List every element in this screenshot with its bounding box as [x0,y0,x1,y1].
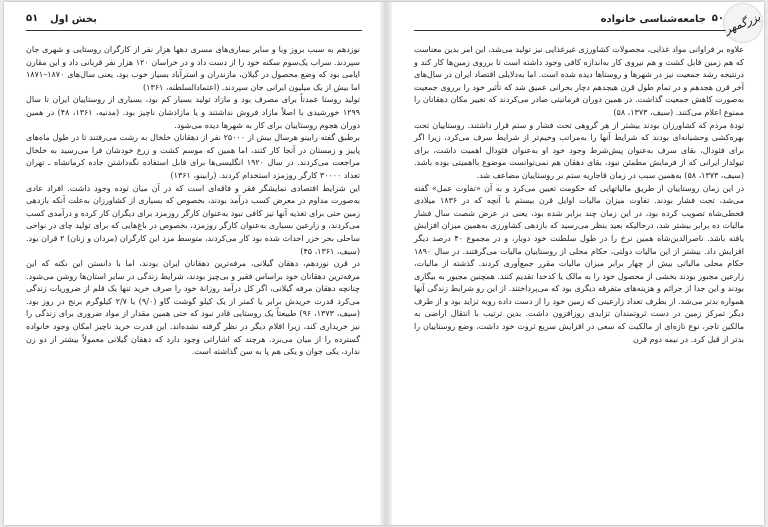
right-page-body: علاوه بر فراوانی مواد غذایی، محصولات کشاورزی غیرغذایی نیز تولید می‌شد، این امر بدین معناست که هم زمین قابل کشت و هم نیروی کار به‌اندازه کافی وجود داشته است تا برروی زمین‌ها کار کند و درنتیجه رشد جمعیت نیز در شهرها و روستاها دیده شده است. اما به‌دلایلی اقتصاد ایران در سال‌های آخر قرن هجدهم و در تمام طول قرن هیجدهم دچار بحرانی عمیق شد که تأثیر خود را برروی جمعیت به‌صورت کاهش جمعیت گذاشت. در همین دوران فرمانیتی صادر می‌کردند که تغییر مکان دهقانان را ممنوع اعلام می‌کنند. (سیف، ۱۳۷۳، ۵۸) تودهٔ مردم که کشاورزان بودند بیشتر از هر گروهی تحت فشار و ستم قرار داشتند. روستاییان تحت بهره‌کشی وحشیانه‌ای بودند که شرایط آنها را به‌مراتب وخیم‌تر از شرایط سرف می‌کرد، زیرا اگر برای فئودال، بقای سرف به‌عنوان پیش‌شرط وجود خود او به‌عنوان فئودال اهمیت داشت، برای تیولدار ایرانی که از فرمایش مطمئن نبود، بقای دهقان هم نمی‌توانست موضوع بااهمیتی بوده باشد. (سیف، ۱۳۷۳، ۵۸) به‌همین سبب در زمان قاجاریه ستم بر روستاییان مضاعف شد. در این زمان روستاییان از طریق مالیاتهایی که حکومت تعیین می‌کرد و به آن «تفاوت عمل» گفته می‌شد، تحت فشار بودند. تفاوت میزان مالیات اوایل قرن بیستم با آنچه که در ۱۸۳۶ میلادی قحطی‌شاه تصویب کرده بود، در این زمان چند برابر شده بود، یعنی در عرض شصت سال فشار مالیات ده برابر بیشتر شد، درحالیکه بعید بنظر می‌رسید که بازدهی کشاورزی به‌همین میزان افزایش یافته باشد. ناصرالدین‌شاه همین نرخ را در طول سلطنت خود دوبار، و در مجموع ۴۰ درصد دیگر افزایش داد. بیشتر از این مالیات دولتی، حکام محلی از روستاییان مالیات می‌گرفتند. در سال ۱۸۹۰ حکام محلی مالیاتی بیش از چهار برابر میزان مالیات مقرر جمع‌آوری کردند. گذشته از مالیات، زارعین مجبور بودند بخشی از محصول خود را به مالک یا کدخدا تقدیم کنند. همچنین مجبور به بیگاری بودند و این جدا از جرائم و هزینه‌های متفرقه دیگری بود که می‌پرداختند. از این رو شرایط زندگی آنها همواره بدتر می‌شد. از بطرف تعداد زارعینی که زمین خود را از دست داده روبه تزاید بود و از طرف دیگر تمرکز زمین در دست ثروتمندان تزایدی روزافزون داشت. بدین ترتیب با انتقال اراضی به مالکین تاجر، نوع تازه‌ای از مالکیت که سعی در افزایش سریع ثروت خود داشت، وضع روستاییان را بدتر از قبل کرد. در نیمه دوم قرن [414,45,745,344]
book-spread [4,2,764,525]
left-running-title: بخش اول [50,14,97,25]
left-page [4,2,380,525]
left-page-header [26,10,362,31]
right-running-title: جامعه‌شناسی خانواده [600,14,706,25]
logo-text: بزرگمهر [723,10,763,36]
right-page [392,2,764,525]
book-gutter [380,2,392,525]
circular-logo-icon [724,4,762,42]
right-page-number: ۵۰ [711,13,724,24]
right-page-header [414,10,746,31]
left-page-body: نوزدهم به سبب بروز وبا و سایر بیماری‌های مسری دهها هزار نفر از کارگران روستایی و شهری جان سپردند. سراب یک‌سوم سکنه خود را از دست داد و در خراسان ۱۲۰ هزار نفر قربانی داد و این مقارن ایامی بود که وضع محصول در گیلان، مازندران و استرآباد بسیار خوب بود، یعنی سال‌های ۱۸۷۰–۱۸۷۱ اما بیش از یک میلیون ایرانی جان سپردند. (اعتمادالسلطنه، ۱۳۶۱) تولید روستا عمدتاً برای مصرف بود و مازاد تولید بسیار کم بود، بسیاری از روستاییان ایران تا سال ۱۲۹۹ خورشیدی با اصلاً مازاد فروش نداشتند و یا مازادشان ناچیز بود. (مدنیه، ۱۳۶۱، ۴۸) در همین دوران هجوم روستاییان برای کار به شهرها دیده می‌شود. برطبق گفته رابینو هرسال بیش از ۲۵۰۰۰ نفر از دهقانان خلخال به رشت می‌رفتند تا در طول ماه‌های پاییز و زمستان در آنجا کار کنند، اما همین که موسم کشت و زرع خودشان فرا می‌رسید به خلخال مراجعت می‌کردند. در سال ۱۹۲۰ انگلیسی‌ها برای قابل استفاده نگه‌داشتن جاده کرمانشاه ـ تهران تعداد ۳۰۰۰۰ کارگر روزمزد استخدام کردند. (رابینو، ۱۳۶۱) این شرایط اقتصادی نمایشگر فقر و فاقه‌ای است که در آن میان توده وجود داشت. افراد عادی به‌صورت مداوم در معرض کسب درآمد بودند، بخصوص که بسیاری از کشاورزان به‌علت آنکه بازدهی زمین حتی برای تغذیه آنها نیز کافی نبود به‌عنوان کارگر روزمزد برای دیگران کار کرده و درآمدی کسب می‌کردند، و زارعین بسیاری به‌عنوان کارگر روزمزد، بخصوص در باغ‌هایی که برای تولید چای در نواحی ساحلی بحر خزر احداث شده بود کار می‌کردند، متوسط مزد این کارگران (مردان و زنان) ۲ قران بود. (سیف، ۱۳۶۱، ۴۵) در قرن نوزدهم، دهقان گیلانی، مرفه‌ترین دهقانان ایران بودند، اما با دانستن این نکته که این مرفه‌ترین دهقانان خود براساس فقیر و بی‌چیز بودند، شرایط زندگی در سایر استان‌ها روشن می‌شود. چنانچه دهقان مرفه گیلانی، اگر کل درآمد روزانهٔ خود را صرف خرید تنها یک قلم از ضروریات زندگی می‌کرد قدرت خریدش برابر یا کمتر از یک کیلو گوشت گاو (۹/۰) با ۲/۷ کیلوگرم برنج در روز بود. (سیف، ۱۳۷۳، ۹۶) طبیعتاً یک روستایی قادر نبود که حتی همین مقدار از مواد ضروری برای زندگی را نیز خریداری کند، زیرا اقلام دیگر در نظر گرفته نشده‌اند. این قدرت خرید ناچیز امکان وجود خانواده گسترده را از میان می‌برد. هرچند که اشاراتی وجود دارد که دهقان گیلانی معمولاً بیشتر از دو زن ندارد، یکی جوان و یکی هم پا به سن گذاشته است. [26,45,361,357]
left-page-number: ۵۱ [26,13,39,24]
